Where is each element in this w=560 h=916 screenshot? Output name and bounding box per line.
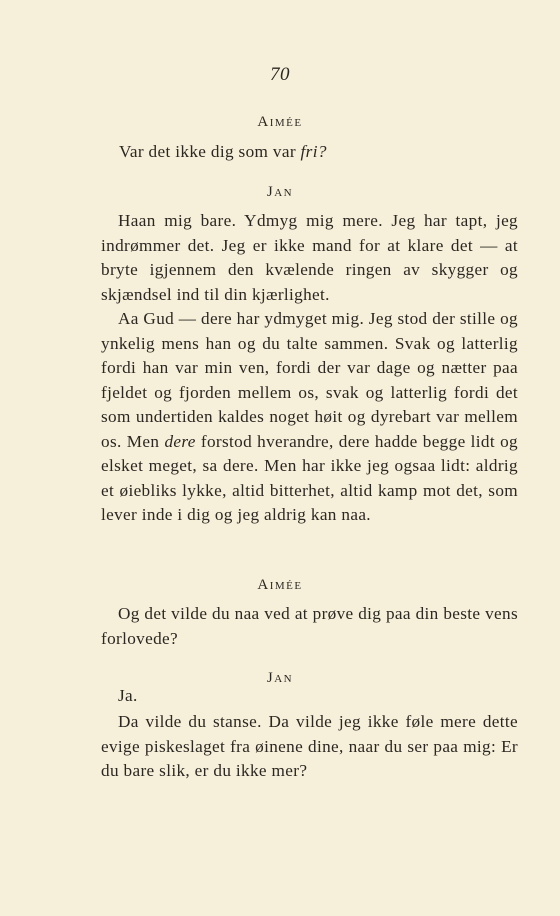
page-number: 70 — [270, 64, 290, 85]
dialogue-line — [119, 140, 536, 165]
dialogue-text: Aa Gud — dere har ydmyget mig. Jeg stod der stille og ynkelig mens han og du talte sammen. Svak og latterlig fordi han var min ven, fordi der var dage og nætter paa fjeldet og fjorden mellem os, svak og latterlig fordi det som undertiden kaldes noget høit og dyrebart var mellem os. Men — [101, 309, 518, 451]
speaker-name: Jan — [266, 670, 294, 686]
dialogue-paragraph: Da vilde du stanse. Da vilde jeg ikke føle mere dette evige piskeslaget fra øinene dine, naar du ser paa mig: Er du bare slik, er du ikke mer? — [101, 712, 518, 780]
speaker-name: Jan — [266, 184, 294, 200]
speaker-name: Aimée — [257, 114, 303, 130]
emphasized-word: dere — [164, 431, 196, 451]
speaker-name: Aimée — [257, 577, 303, 593]
dialogue-paragraphs — [101, 602, 518, 651]
dialogue-paragraph: Og det vilde du naa ved at prøve dig paa din beste vens forlovede? — [101, 604, 518, 648]
dialogue-paragraph — [101, 307, 518, 528]
dialogue-paragraphs — [101, 710, 518, 784]
dialogue-text: forstod hverandre, dere hadde begge lidt og elsket meget, sa dere. Men har ikke jeg ogsaa lidt: aldrig et øiebliks lykke, altid bitterhet, altid kamp mot det, som lever inde i dig og jeg aldrig kan naa. — [101, 431, 519, 524]
dialogue-paragraphs — [101, 209, 518, 528]
dialogue-line: Ja. — [118, 686, 138, 705]
dialogue-paragraph: Haan mig bare. Ydmyg mig mere. Jeg har tapt, jeg indrømmer det. Jeg er ikke mand for at klare det — at bryte igjennem den kvælende ringen av skygger og skjændsel ind til din kjærlighet. — [101, 211, 518, 304]
emphasized-word: fri? — [300, 142, 327, 161]
dialogue-text: Var det ikke dig som var — [119, 142, 301, 161]
